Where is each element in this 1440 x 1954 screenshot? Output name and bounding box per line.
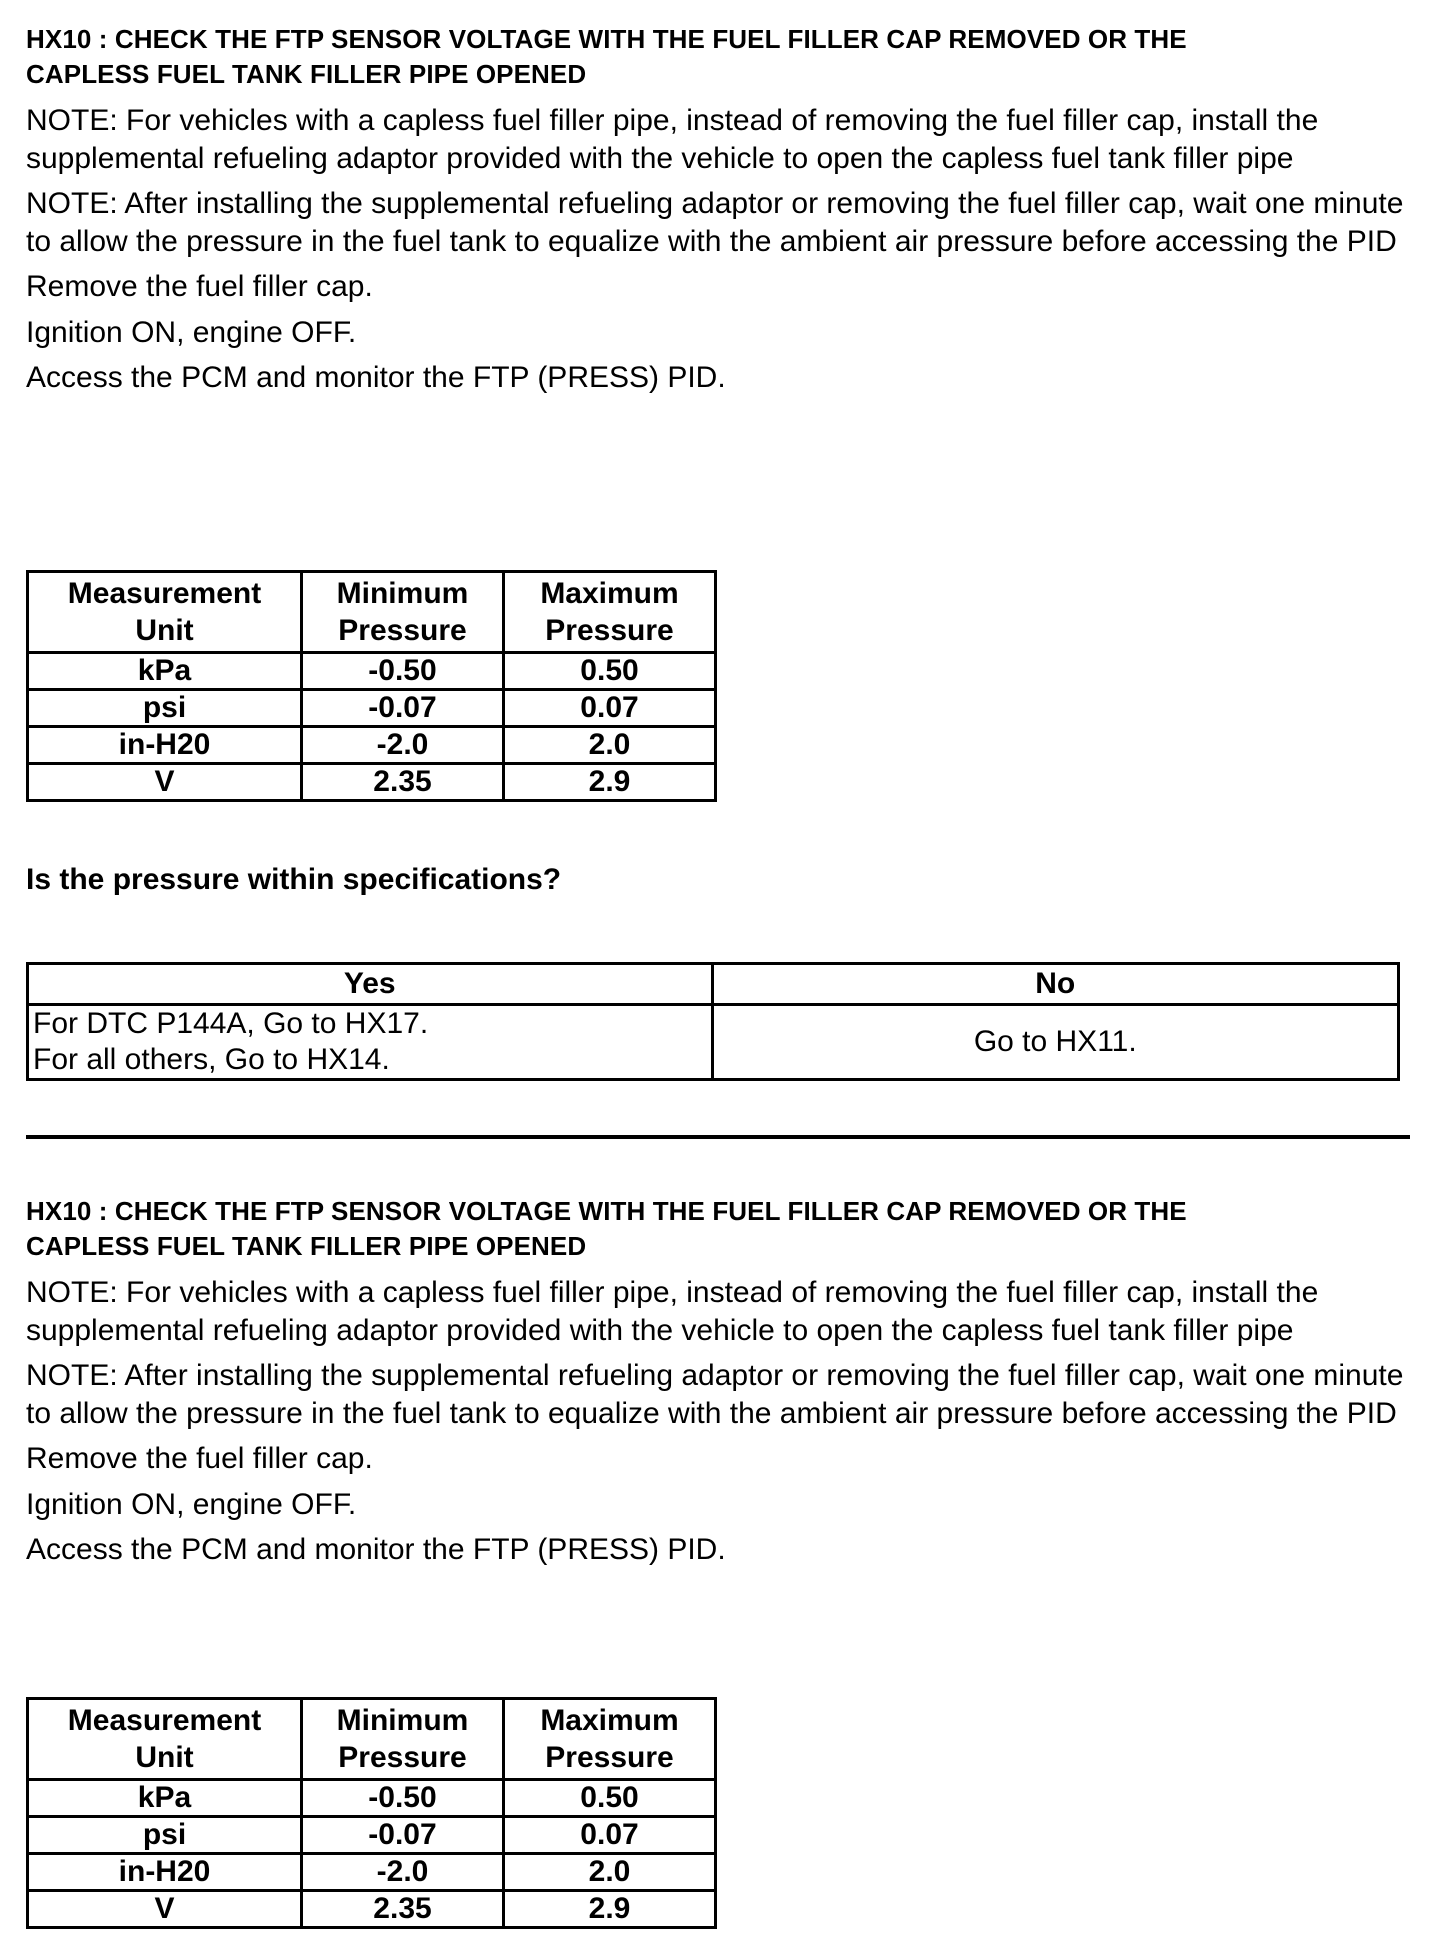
table-cell-min: -0.07 [302, 690, 504, 727]
step-title [26, 22, 1416, 92]
step-title [26, 1194, 1416, 1264]
yes-result-line-2: For all others, Go to HX14. [33, 1043, 390, 1076]
table-cell-min: -2.0 [302, 1854, 504, 1891]
table-cell-min: 2.35 [302, 764, 504, 801]
yes-result-line-1: For DTC P144A, Go to HX17. [33, 1007, 429, 1040]
step-title-line-1: HX10 : CHECK THE FTP SENSOR VOLTAGE WITH THE FUEL FILLER CAP REMOVED OR THE [26, 24, 1187, 54]
table-row [28, 727, 716, 764]
table-cell-max: 2.9 [504, 1891, 716, 1928]
table-cell-unit: V [28, 1891, 302, 1928]
table-cell-unit: V [28, 764, 302, 801]
step-title-line-2: CAPLESS FUEL TANK FILLER PIPE OPENED [26, 1231, 587, 1261]
table-cell-min: 2.35 [302, 1891, 504, 1928]
section-divider [26, 1135, 1410, 1139]
spec-table [26, 570, 717, 802]
spec-table [26, 1697, 717, 1929]
table-cell-min: -0.50 [302, 653, 504, 690]
yes-header: Yes [28, 964, 713, 1005]
table-row [28, 1854, 716, 1891]
table-cell-max: 0.50 [504, 653, 716, 690]
table-cell-unit: in-H20 [28, 727, 302, 764]
table-row [28, 653, 716, 690]
column-header-maximum: Maximum Pressure [504, 572, 716, 653]
yes-no-header-row [28, 964, 1399, 1005]
column-header-unit: Measurement Unit [28, 572, 302, 653]
yes-result [28, 1005, 713, 1080]
table-cell-max: 0.50 [504, 1780, 716, 1817]
table-cell-min: -2.0 [302, 727, 504, 764]
procedure-section-1 [26, 22, 1416, 397]
procedure-section-2 [26, 1194, 1416, 1569]
note-wait: NOTE: After installing the supplemental refueling adaptor or removing the fuel filler cap, wait one minute to allow the pressure in the fuel tank to equalize with the ambient air pressure before accessing the PID [26, 187, 1404, 258]
column-header-minimum: Minimum Pressure [302, 572, 504, 653]
note-wait: NOTE: After installing the supplemental refueling adaptor or removing the fuel filler cap, wait one minute to allow the pressure in the fuel tank to equalize with the ambient air pressure before accessing the PID [26, 1359, 1404, 1430]
table-row [28, 1780, 716, 1817]
instruction-access-pcm: Access the PCM and monitor the FTP (PRESS) PID. [26, 1533, 726, 1566]
note-capless: NOTE: For vehicles with a capless fuel filler pipe, instead of removing the fuel filler cap, install the supplemental refueling adaptor provided with the vehicle to open the capless fuel tank filler pipe [26, 104, 1319, 175]
table-row [28, 764, 716, 801]
table-cell-unit: psi [28, 1817, 302, 1854]
spec-table-header-row [28, 572, 716, 653]
spec-table-header-row [28, 1699, 716, 1780]
table-cell-max: 0.07 [504, 690, 716, 727]
step-title-line-1: HX10 : CHECK THE FTP SENSOR VOLTAGE WITH THE FUEL FILLER CAP REMOVED OR THE [26, 1196, 1187, 1226]
instruction-ignition: Ignition ON, engine OFF. [26, 1487, 357, 1521]
table-cell-unit: kPa [28, 653, 302, 690]
column-header-maximum: Maximum Pressure [504, 1699, 716, 1780]
yes-no-table [26, 962, 1400, 1081]
instruction-remove-cap: Remove the fuel filler cap. [26, 270, 373, 303]
table-cell-unit: in-H20 [28, 1854, 302, 1891]
spec-question: Is the pressure within specifications? [26, 863, 562, 896]
step-title-line-2: CAPLESS FUEL TANK FILLER PIPE OPENED [26, 59, 587, 89]
no-result: Go to HX11. [712, 1005, 1398, 1080]
table-cell-min: -0.50 [302, 1780, 504, 1817]
instruction-access-pcm: Access the PCM and monitor the FTP (PRESS) PID. [26, 361, 726, 394]
table-cell-max: 2.9 [504, 764, 716, 801]
column-header-unit: Measurement Unit [28, 1699, 302, 1780]
table-cell-max: 0.07 [504, 1817, 716, 1854]
table-cell-unit: kPa [28, 1780, 302, 1817]
table-cell-max: 2.0 [504, 1854, 716, 1891]
table-cell-min: -0.07 [302, 1817, 504, 1854]
yes-no-result-row [28, 1005, 1399, 1080]
table-cell-unit: psi [28, 690, 302, 727]
table-cell-max: 2.0 [504, 727, 716, 764]
instruction-ignition: Ignition ON, engine OFF. [26, 315, 357, 349]
table-row [28, 690, 716, 727]
table-row [28, 1891, 716, 1928]
note-capless: NOTE: For vehicles with a capless fuel filler pipe, instead of removing the fuel filler cap, install the supplemental refueling adaptor provided with the vehicle to open the capless fuel tank filler pipe [26, 1276, 1319, 1347]
instruction-remove-cap: Remove the fuel filler cap. [26, 1442, 373, 1475]
table-row [28, 1817, 716, 1854]
column-header-minimum: Minimum Pressure [302, 1699, 504, 1780]
no-header: No [712, 964, 1398, 1005]
